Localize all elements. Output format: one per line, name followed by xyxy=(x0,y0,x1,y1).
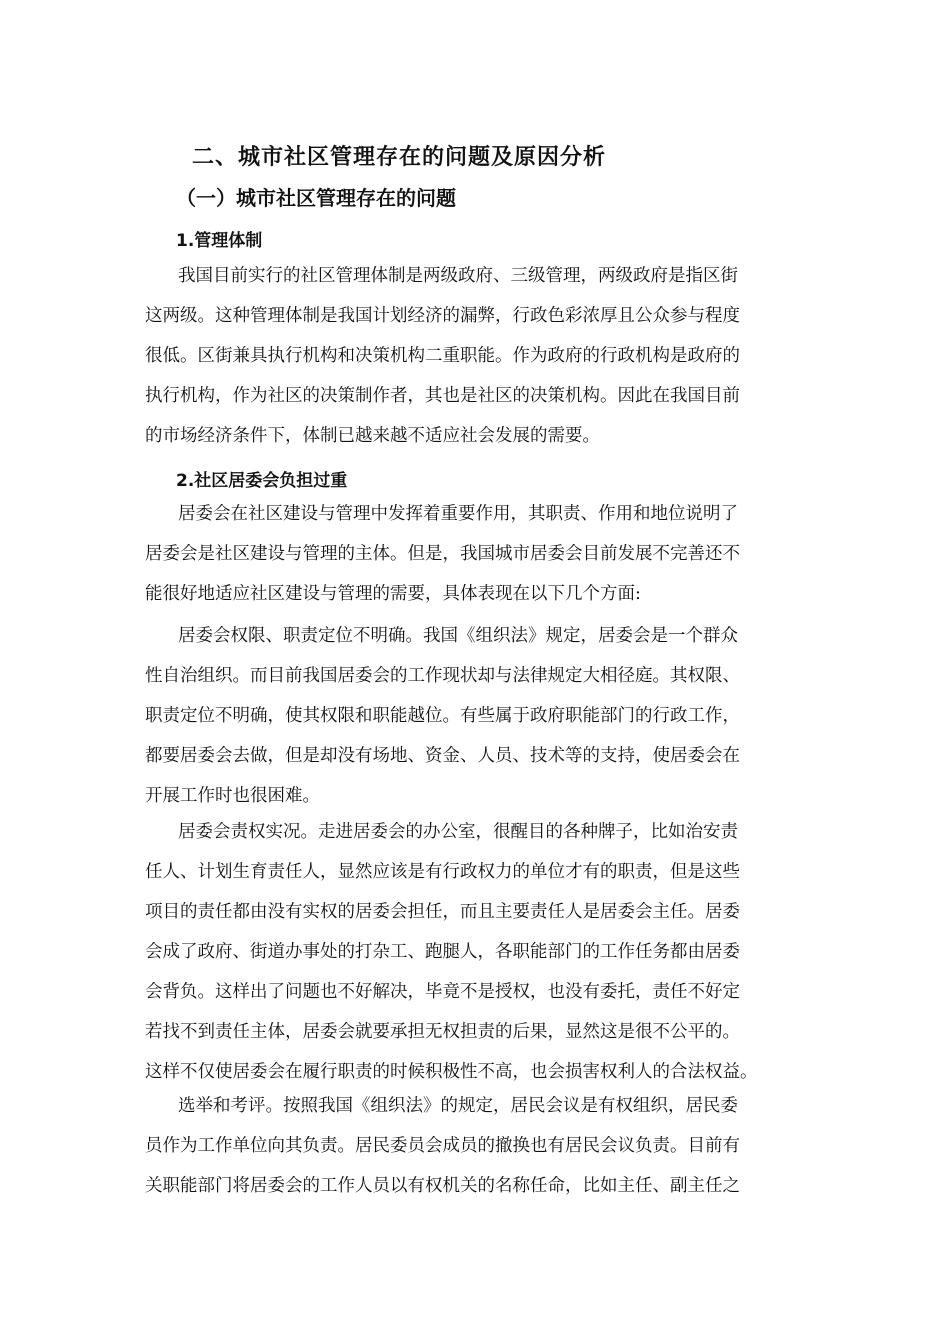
heading-level-2: （一）城市社区管理存在的问题 xyxy=(176,186,456,210)
section-2-title: 2.社区居委会负担过重 xyxy=(176,471,348,491)
text-line: 开展工作时也很困难。 xyxy=(145,786,320,806)
text-line: 若找不到责任主体，居委会就要承担无权担责的后果，显然这是很不公平的。 xyxy=(145,1022,740,1042)
text-line: 我国目前实行的社区管理体制是两级政府、三级管理，两级政府是指区街 xyxy=(178,266,738,286)
text-line: 能很好地适应社区建设与管理的需要，具体表现在以下几个方面: xyxy=(145,584,641,604)
text-line: 很低。区街兼具执行机构和决策机构二重职能。作为政府的行政机构是政府的 xyxy=(145,346,740,366)
text-line: 职责定位不明确，使其权限和职能越位。有些属于政府职能部门的行政工作， xyxy=(145,706,740,726)
text-line: 的市场经济条件下，体制已越来越不适应社会发展的需要。 xyxy=(145,426,600,446)
text-line: 执行机构，作为社区的决策制作者，其也是社区的决策机构。因此在我国目前 xyxy=(145,386,740,406)
heading-level-1: 二、城市社区管理存在的问题及原因分析 xyxy=(192,145,607,170)
section-1-paragraph-1 xyxy=(145,256,810,456)
text-line: 关职能部门将居委会的工作人员以有权机关的名称任命，比如主任、副主任之 xyxy=(145,1176,740,1196)
section-2-paragraph-1 xyxy=(145,494,810,614)
section-2-paragraph-3 xyxy=(145,812,810,1092)
text-line: 居委会权限、职责定位不明确。我国《组织法》规定，居委会是一个群众 xyxy=(178,626,738,646)
text-line: 会成了政府、街道办事处的打杂工、跑腿人，各职能部门的工作任务都由居委 xyxy=(145,942,740,962)
section-1-title: 1.管理体制 xyxy=(176,231,263,251)
text-line: 员作为工作单位向其负责。居民委员会成员的撤换也有居民会议负责。目前有 xyxy=(145,1136,740,1156)
text-line: 居委会是社区建设与管理的主体。但是，我国城市居委会目前发展不完善还不 xyxy=(145,544,740,564)
section-2-paragraph-4 xyxy=(145,1086,810,1206)
text-line: 会背负。这样出了问题也不好解决，毕竟不是授权，也没有委托，责任不好定 xyxy=(145,982,740,1002)
text-line: 这样不仅使居委会在履行职责的时候积极性不高，也会损害权利人的合法权益。 xyxy=(145,1062,758,1082)
text-line: 任人、计划生育责任人，显然应该是有行政权力的单位才有的职责，但是这些 xyxy=(145,862,740,882)
text-line: 居委会责权实况。走进居委会的办公室，很醒目的各种牌子，比如治安责 xyxy=(178,822,738,842)
text-line: 项目的责任都由没有实权的居委会担任，而且主要责任人是居委会主任。居委 xyxy=(145,902,740,922)
text-line: 都要居委会去做，但是却没有场地、资金、人员、技术等的支持，使居委会在 xyxy=(145,746,740,766)
text-line: 选举和考评。按照我国《组织法》的规定，居民会议是有权组织，居民委 xyxy=(178,1096,738,1116)
text-line: 居委会在社区建设与管理中发挥着重要作用，其职责、作用和地位说明了 xyxy=(178,504,738,524)
text-line: 性自治组织。而目前我国居委会的工作现状却与法律规定大相径庭。其权限、 xyxy=(145,666,740,686)
section-2-paragraph-2 xyxy=(145,616,810,816)
text-line: 这两级。这种管理体制是我国计划经济的漏弊，行政色彩浓厚且公众参与程度 xyxy=(145,306,740,326)
